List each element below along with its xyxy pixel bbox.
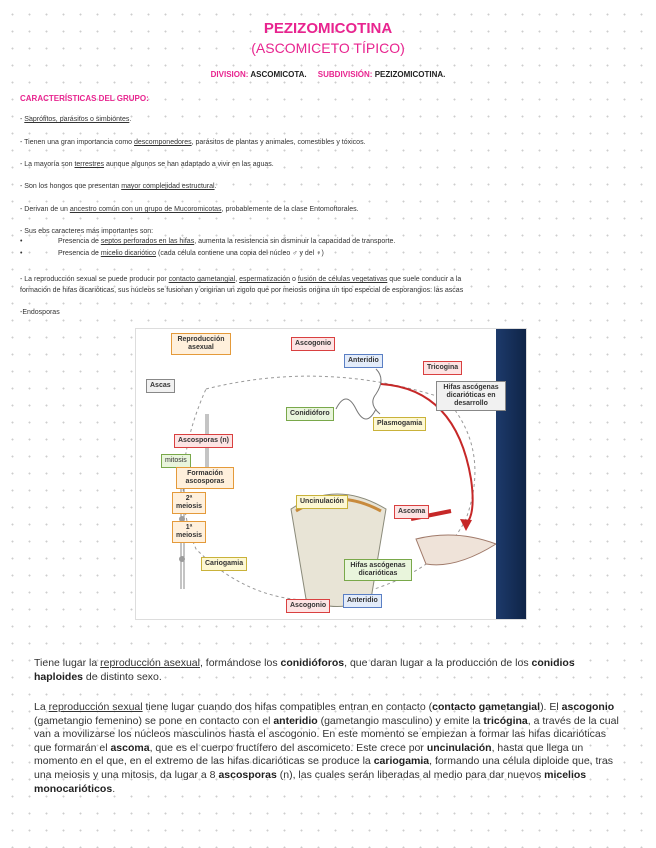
division-value: ASCOMICOTA. <box>250 70 307 79</box>
label-plasmogamia: Plasmogamia <box>373 417 426 431</box>
label-cariogamia: Cariogamia <box>201 557 247 571</box>
division-label: DIVISION: <box>210 70 249 79</box>
paragraph-asexual: Tiene lugar la reproducción asexual, formándose los conidióforos, que daran lugar a la producción de los conidios haploides de distinto sexo. <box>34 657 575 683</box>
label-anteridio-bottom: Anteridio <box>343 594 382 608</box>
ascoma-body <box>291 494 386 607</box>
label-meiosis-1: 1ª meiosis <box>172 521 206 543</box>
characteristic-5: - Derivan de un ancestro común con un grupo de Mucoromicotas, probablemente de la clase Entomoftorales. <box>20 206 359 213</box>
arrow-head <box>460 519 472 531</box>
characteristic-3: - La mayoría son terrestres aunque algunos se han adaptado a vivir en las aguas. <box>20 161 274 168</box>
characteristic-1: - Saprófitos, parásitos o simbiontes. <box>20 116 132 123</box>
label-uncinulacion: Uncinulación <box>296 495 348 509</box>
characteristic-6: - Sus ebs caracteres más importantes son: <box>20 228 154 235</box>
label-ascogonio-top: Ascogonio <box>291 337 335 351</box>
life-cycle-diagram <box>135 328 527 620</box>
page-title: PEZIZOMICOTINA <box>263 20 393 37</box>
characteristic-4: - Son los hongos que presentan mayor complejidad estructural. <box>20 183 217 190</box>
ascospore <box>179 556 185 562</box>
taxonomy-line <box>0 70 656 79</box>
ascogenous-hyphae-sketch <box>416 535 496 565</box>
label-ascas: Ascas <box>146 379 175 393</box>
reproduction-line-2: formación de hifas dicarióticas, sus núcleos se fusionan y originan un zigoto que por meiosis origina un tipo especial de esporangios: las ascas <box>20 287 464 294</box>
paragraph-sexual: La reproducción sexual tiene lugar cuando dos hifas compatibles entran en contacto (contacto gametangial). El ascogonio (gametangio femenino) se pone en contacto con el anteridio (gametangio masculino) y emite la tricógina, a través de la cual van a movilizarse los núcleos masculinos hasta el ascogonio. En este momento se empiezan a formar las hifas dicarióticas que formarán el ascoma, que es el cuerpo fructífero del ascomiceto. Este crece por uncinulación, hasta que llega un momento en el que, en el extremo de las hifas dicarióticas se produce la cariogamia, formando una célula diploide que, tras una meiosis y una mitosis, da lugar a 8 ascosporas (n), las cuales serán liberadas al medio para dar nuevos micelios monocarióticos. <box>34 701 619 795</box>
label-anteridio-top: Anteridio <box>344 354 383 368</box>
diagram-dark-band <box>496 329 526 619</box>
label-ascogonio-bottom: Ascogonio <box>286 599 330 613</box>
reproduction-line-1: - La reproducción sexual se puede producir por contacto gametangial, espermatización o fusión de células vegetativas que suele conducir a la <box>20 276 462 283</box>
bullet-item: • Presencia de micelio dicariótico (cada célula contiene una copia del núcleo ♂ y del ♀) <box>20 250 324 257</box>
label-reproduccion-asexual: Reproducción asexual <box>171 333 231 355</box>
section-heading: CARACTERÍSTICAS DEL GRUPO: <box>20 94 149 103</box>
label-hifas-dicarioticas: Hifas ascógenas dicarióticas <box>344 559 412 581</box>
label-ascoma: Ascoma <box>394 505 429 519</box>
label-hifas-desarrollo: Hifas ascógenas dicarióticas en desarrollo <box>436 381 506 411</box>
hypha-sketch <box>373 369 381 414</box>
characteristic-7: -Endosporas <box>20 309 60 316</box>
characteristic-2: - Tienen una gran importancia como descomponedores, parásitos de plantas y animales, comestibles y tóxicos. <box>20 139 366 146</box>
label-ascosporas: Ascosporas (n) <box>174 434 233 448</box>
subdivision-value: PEZIZOMICOTINA. <box>374 70 446 79</box>
label-tricogina: Tricogina <box>423 361 462 375</box>
label-formacion-ascosporas: Formación ascosporas <box>176 467 234 489</box>
hypha-sketch <box>336 399 376 419</box>
page-subtitle: (ASCOMICETO TÍPICO) <box>251 40 405 56</box>
subdivision-label: SUBDIVISIÓN: <box>317 70 373 79</box>
label-conidioforo: Conidióforo <box>286 407 334 421</box>
bullet-item: • Presencia de septos perforados en las hifas, aumenta la resistencia sin disminuir la capacidad de transporte. <box>20 238 396 245</box>
label-mitosis: mitosis <box>161 454 191 468</box>
label-meiosis-2: 2ª meiosis <box>172 492 206 514</box>
